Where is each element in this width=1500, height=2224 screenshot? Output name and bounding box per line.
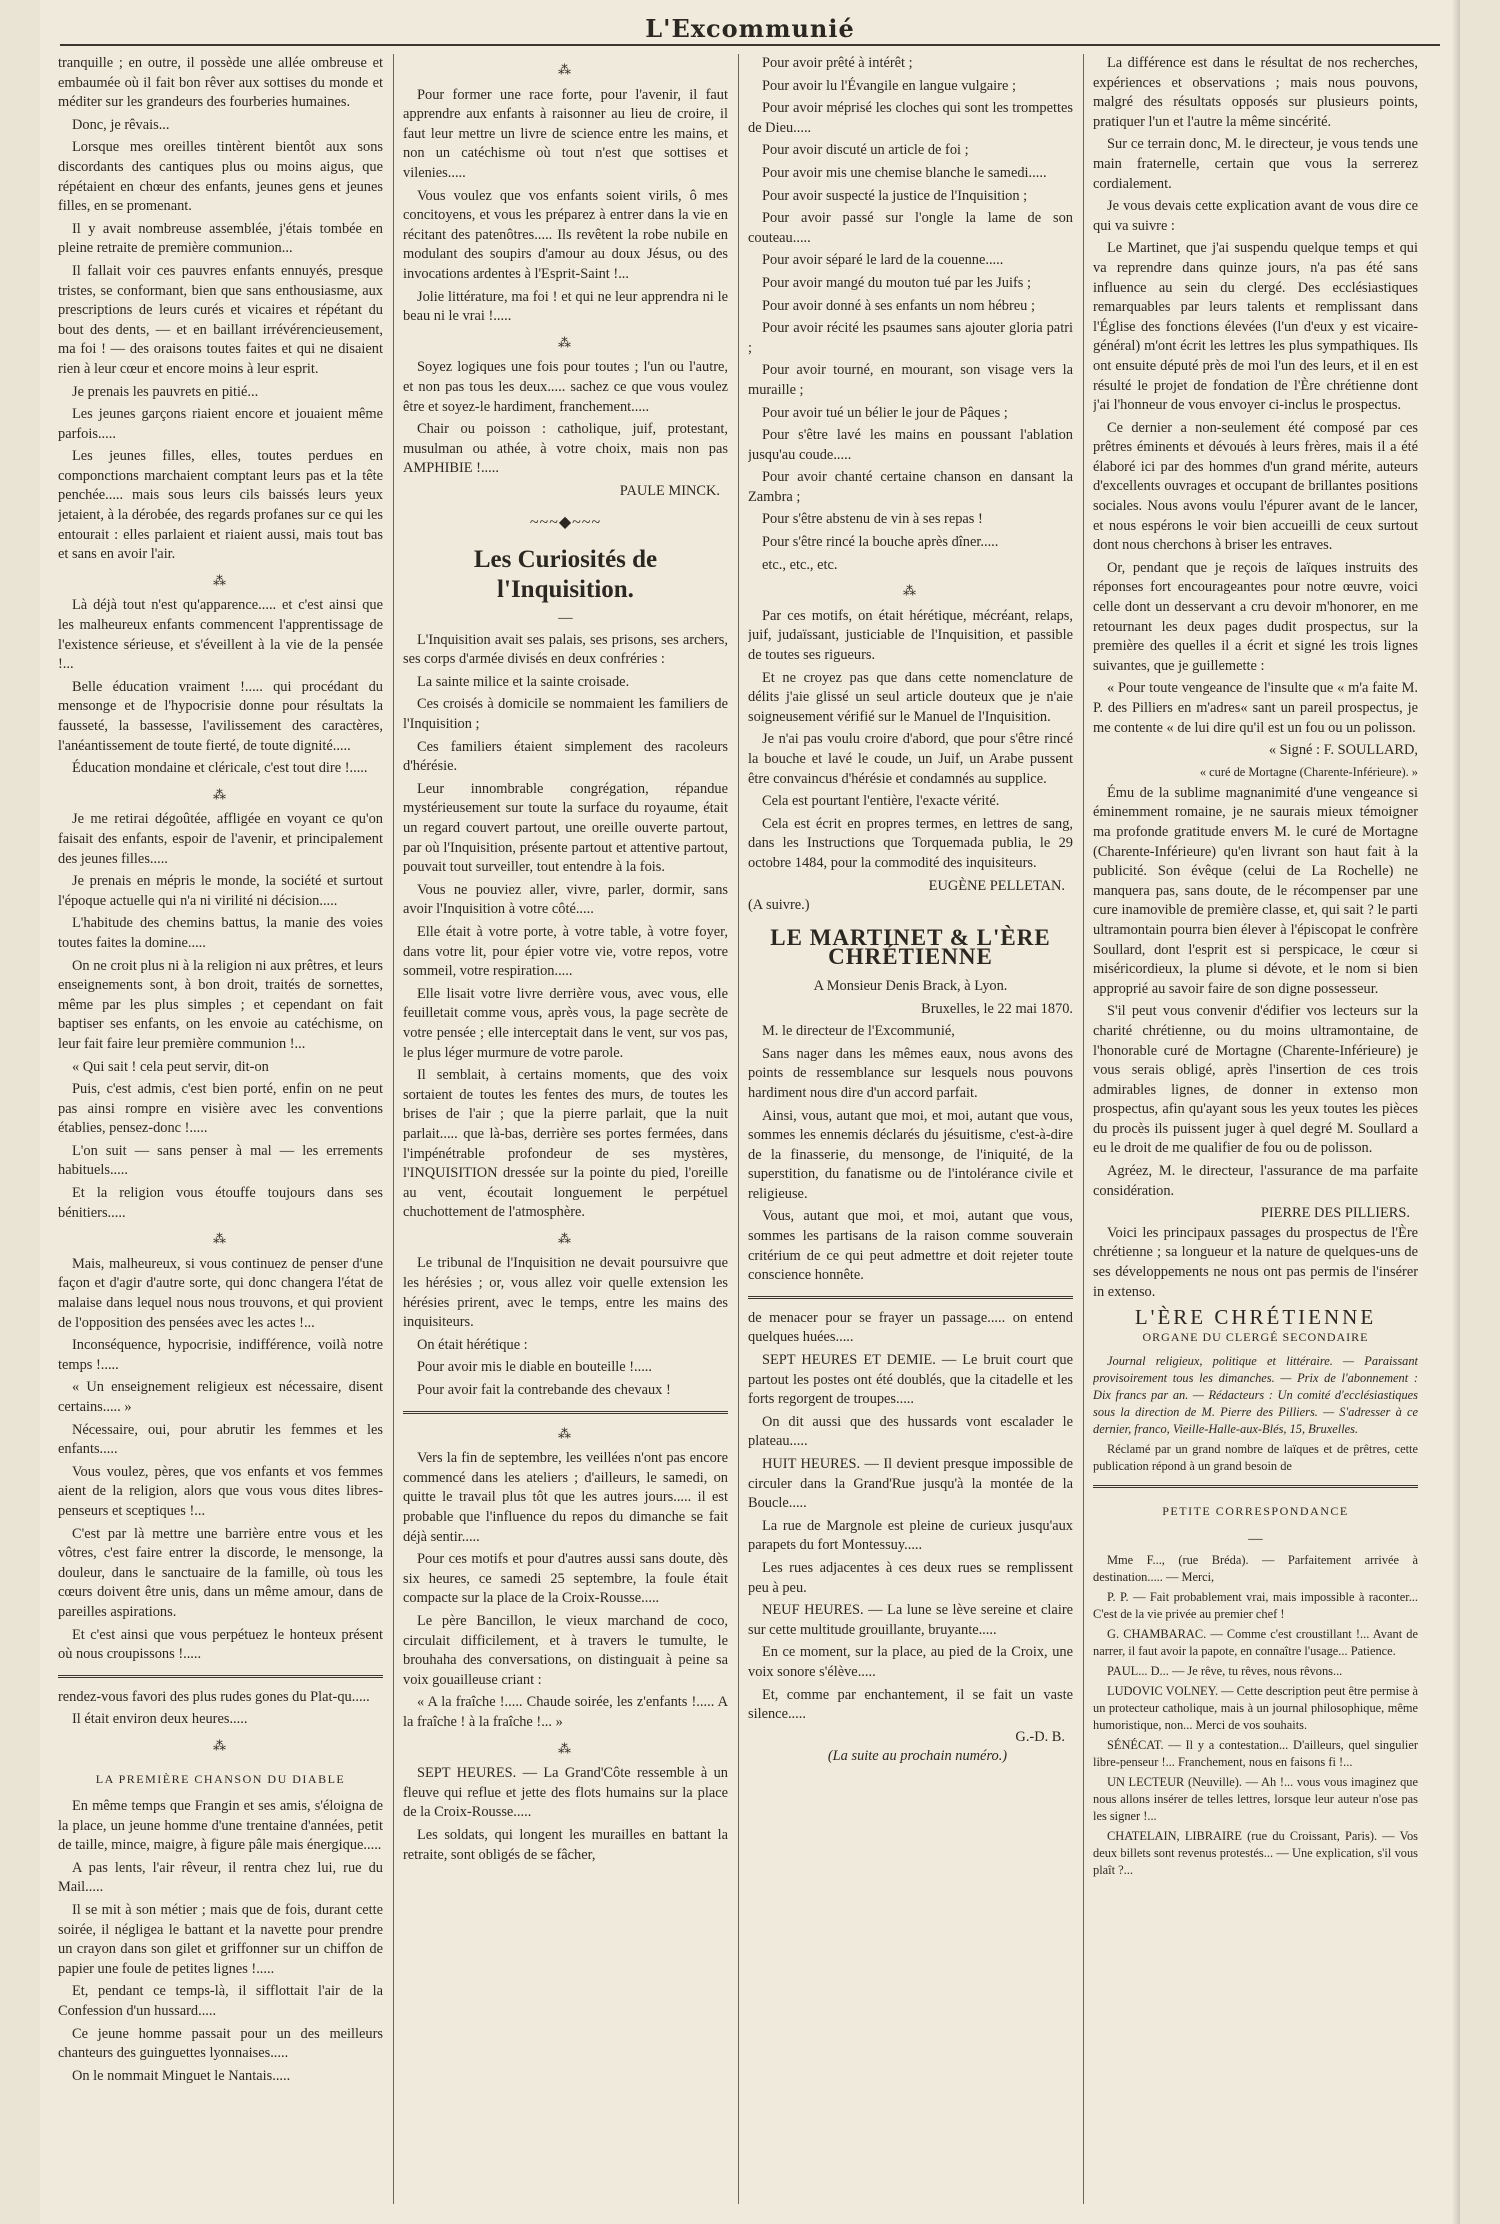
paragraph: Puis, c'est admis, c'est bien porté, enfin on ne peut pas ainsi rompre en visière avec les conventions établies, pensez-donc !..... [58,1081,383,1137]
paragraph: « Un enseignement religieux est nécessaire, disent certains..... » [58,1379,383,1415]
signature: PAULE MINCK. [619,482,720,499]
paragraph: Lorsque mes oreilles tintèrent bientôt aux sons discordants des cantiques plus ou moins aigus, que répétaient en chœur des enfants, jeunes gens et jeunes filles, en se promenant. [58,139,383,215]
section-title: LA PREMIÈRE CHANSON DU DIABLE [95,1771,346,1786]
paragraph: tranquille ; en outre, il possède une allée ombreuse et embaumée où il fait bon rêver aux sottises du monde et méditer sur les grandeurs des fourberies humaines. [58,55,383,111]
correspondence-item: G. CHAMBARAC. — Comme c'est croustillant !... Avant de narrer, il faut avoir la papote, en connaître l'usage... Patience. [1093,1626,1418,1658]
paragraph: « A la fraîche !..... Chaude soirée, les z'enfants !..... A la fraîche ! à la fraîche !... » [403,1694,728,1730]
correspondence-item: PAUL... D... — Je rêve, tu rêves, nous rêvons... [1107,1663,1343,1678]
column-1 [58,54,383,2214]
signature: G.-D. B. [1015,1728,1065,1745]
quote-signature: « Signé : F. SOULLARD, [1268,742,1418,759]
asterism: ⁂ [213,786,228,802]
column-divider [738,54,739,2204]
paragraph: Pour avoir mangé du mouton tué par les Juifs ; [762,274,1031,291]
paragraph: En ce moment, sur la place, au pied de la Croix, une voix sonore s'élève..... [748,1644,1073,1680]
paragraph: Pour s'être lavé les mains en poussant l'ablation jusqu'au coude..... [748,427,1073,463]
correspondence-item: P. P. — Fait probablement vrai, mais impossible à raconter... C'est de la vie privée au premier chef ! [1093,1589,1418,1621]
paragraph: Pour former une race forte, pour l'avenir, il faut apprendre aux enfants à raisonner au lieu de croire, il faut leur mettre un livre de science entre les mains, et non un catéchisme où tout n'est que sottises et vilenies..... [403,86,728,181]
paragraph: Il se mit à son métier ; mais que de fois, durant cette soirée, il négligea le battant et la navette pour prendre un crayon dans son gilet et griffonner sur un chiffon de papier une foule de petites lignes !..... [58,1902,383,1977]
paragraph: Pour avoir méprisé les cloches qui sont les trompettes de Dieu..... [748,100,1073,136]
correspondence-item: SÉNÉCAT. — Il y a contestation... D'ailleurs, quel singulier libre-penseur !... Franchement, nous en faisons fi !... [1093,1737,1418,1769]
asterism: ⁂ [213,1231,228,1247]
paragraph: Et, comme par enchantement, il se fait un vaste silence..... [748,1686,1073,1723]
paragraph: Je n'ai pas voulu croire d'abord, que pour s'être rincé la bouche et lavé le coude, un Juif, un Arabe pussent être convaincus d'hérésie et condamnés au supplice. [748,731,1073,787]
paragraph: Pour s'être abstenu de vin à ses repas ! [762,511,983,528]
paragraph: Le Martinet, que j'ai suspendu quelque temps et qui va reprendre dans quinze jours, n'a pas été sans influence au sein du clergé. Des ecclésiastiques remarquables par leurs talents et remplissant dans l'Église des fonctions élevées (l'un d'eux y est vicaire-général) m'ont écrit les lettres les plus sympathiques. Ils ont ensuite député près de moi l'un des leurs, et il en est résulté le projet de fondation de l'Ère chrétienne dont j'ai l'honneur de vous envoyer ci-inclus le prospectus. [1093,240,1418,414]
paragraph: Pour avoir séparé le lard de la couenne..... [762,252,1004,269]
paragraph: Ce dernier a non-seulement été composé par ces prêtres éminents et dévoués à leurs frères, mais il a été élaboré ici par des hommes d'un grand mérite, auteurs d'excellents ouvrages et occupant de brillantes positions sociales. Nous avons voulu l'épurer avant de le lancer, et nous espérons le voir bien accueilli de ceux surtout dont nous cherchons à briser les entraves. [1093,419,1418,554]
paragraph: rendez-vous favori des plus rudes gones du Plat-qu..... [58,1688,370,1705]
column-3 [748,54,1073,2214]
paragraph: Pour avoir discuté un article de foi ; [762,142,969,159]
paragraph: Elle était à votre porte, à votre table, à votre foyer, dans votre lit, pour épier votre vie, votre repos, votre sommeil, votre respiration..... [403,923,728,980]
correspondence-item: LUDOVIC VOLNEY. — Cette description peut être permise à un protecteur catholique, mais à un journal philosophique, même humoristique, non... Merci de vos souhaits. [1093,1683,1418,1732]
letter-address: A Monsieur Denis Brack, à Lyon. [813,977,1008,994]
paragraph: On ne croit plus ni à la religion ni aux prêtres, et leurs enseignements sont, à bon droit, traités de sornettes, même par les plus simples ; et cependant on fait baptiser ses enfants, on les envoie au catéchisme, on leur fait faire leur première communion !... [58,957,383,1052]
feuilleton-separator [1093,1485,1418,1488]
paragraph: Sur ce terrain donc, M. le directeur, je vous tends une main fraternelle, certain que vous la serrerez cordialement. [1093,136,1418,192]
paragraph: Pour avoir mis une chemise blanche le samedi..... [762,164,1047,181]
quote: « Pour toute vengeance de l'insulte que « m'a faite M. P. des Pilliers en m'adres« sant un pareil prospectus, je me contente « de lui dire qu'il est un fou ou un polisson. [1093,680,1418,736]
column-divider [1083,54,1084,2204]
paragraph: Éducation mondaine et cléricale, c'est tout dire !..... [72,760,368,777]
column-4: La différence est dans le résultat de nos recherches, expériences et observations ; mais nous pouvons, malgré des résultats opposés sur plusieurs points, pratiquer l'un et l'autre la même sincérité. Sur ce terrain donc, M. le directeur, je vous tends une main fraternelle, certain que vous la serrerez cordialement. Je vous devais cette explication avant de vous dire ce qui va suivre : Le Martinet, que j'ai suspendu quelque temps et qui va reprendre dans quinze jours, n'a pas été sans influence au sein du clergé. Des ecclésiastiques remarquables par leurs talents et remplissant dans l'Église des fonctions élevées (l'un d'eux y est vicaire-général) m'ont écrit les lettres les plus sympathiques. Ils ont ensuite député près de moi l'un des leurs, et il en est résulté le projet de fondation de l'Ère chrétienne dont j'ai l'honneur de vous envoyer ci-inclus le prospectus. Ce dernier a non-seulement été composé par ces prêtres éminents et dévoués à leurs frères, mais il a été élaboré ici par des hommes d'un grand mérite, auteurs d'excellents ouvrages et occupant de brillantes positions sociales. Nous avons voulu l'épurer avant de le lancer, et nous espérons le voir bien accueilli de ceux surtout dont nous cherchons à briser les entraves. Or, pendant que je reçois de laïques instruits des réponses fort encourageantes pour notre œuvre, voici celle dont un desservant a cru devoir m'honorer, en me retournant les deux pages dudit prospectus, sur la première des quelles il a écrit et signé les trois lignes suivantes, que je guillemette : « Pour toute vengeance de l'insulte que « m'a faite M. P. des Pilliers en m'adres« sant un pareil prospectus, je me contente « de lui dire qu'il est un fou ou un polisson. « Signé : F. SOULLARD, « curé de Mortagne (Charente-Inférieure). » Ému de la sublime magnanimité d'une vengeance si éminemment romaine, je ne saurais mieux témoigner ma profonde gratitude envers M. le curé de Mortagne (Charente-Inférieure) qu'en livrant son haut fait à la publicité. Son évêque (celui de La Rochelle) ne manquera pas, sans doute, de le récompenser par une cure inamovible de première classe, et, qui sait ? le parti ultramontain pourra bien élever à l'épiscopat le confrère Soullard, dont l'esprit est si perspicace, le cœur si miséricordieux, la plume si dévote, et le nom si bien approprié au savoir faire de son digne possesseur. S'il peut vous convenir d'édifier vos lecteurs sur la charité chrétienne, ou du moins ultramontaine, de l'honorable curé de Mortagne (Charente-Inférieure) je vous serais obligé, après l'insertion de ces trois admirables lignes, de donner in extenso mon prospectus, afin qu'ayant sous les yeux toutes les pièces du procès ils puissent juger à quel degré M. Soullard a eu le droit de me qualifier de fou ou de polisson. Agréez, M. le directeur, l'assurance de ma parfaite considération. PIERRE DES PILLIERS. Voici les principaux passages du prospectus de l'Ère chrétienne ; sa longueur et la nature de quelques-uns de ses développements ne nous ont pas permis de l'insérer in extenso. L'ÈRE CHRÉTIENNE ORGANE DU CLERGÉ SECONDAIRE Journal religieux, politique et littéraire. — Paraissant provisoirement tous les dimanches. — Prix de l'abonnement : Dix francs par an. — Rédacteurs : Un comité d'ecclésiastiques sous la direction de M. Pierre des Pilliers. — S'adresser à ce dernier, franco, Vieille-Halle-aux-Blés, 15, Bruxelles. Réclamé par un grand nombre de laïques et de prêtres, cette publication répond à un grand besoin de PETITE CORRESPONDANCE — Mme F..., (rue Bréda). — Parfaitement arrivée à destination..... — Merci, P. P. — Fait probablement vrai, mais impossible à raconter... C'est de la vie privée au premier chef ! G. CHAMBARAC. — Comme c'est croustillant !... Avant de narrer, il faut avoir la papote, en connaître l'usage... Patience. PAUL... D... — Je rêve, tu rêves, nous rêvons... LUDOVIC VOLNEY. — Cette description peut être permise à un protecteur catholique, mais à un journal philosophique, même humoristique, non... Merci de vos souhaits. SÉNÉCAT. — Il y a contestation... D'ailleurs, quel singulier libre-penseur !... Franchement, nous en faisons fi !... UN LECTEUR (Neuville). — Ah !... vous vous imaginez que nous allons insérer de telles lettres, lorsque leur auteur n'ose pas les signer !... CHATELAIN, LIBRAIRE (rue du Croissant, Paris). — Vos deux billets sont revenus protestés... — Une explication, s'il vous plaît ?... [1093,55,1418,1877]
paragraph: Il était environ deux heures..... [72,1711,248,1728]
column-2: ⁂ Pour former une race forte, pour l'avenir, il faut apprendre aux enfants à raisonner au lieu de croire, il faut leur mettre un livre de science entre les mains, et non un catéchisme où tout n'est que sottises et vilenies..... Vous voulez que vos enfants soient virils, ô mes concitoyens, et vous les préparez à entrer dans la vie en récitant des patenôtres..... Ils revêtent la robe nubile en modulant des soupirs d'amour au doux Jésus, ou des invocations ardentes à l'Esprit-Saint !... Jolie littérature, ma foi ! et qui ne leur apprendra ni le beau ni le vrai !..... ⁂ Soyez logiques une fois pour toutes ; l'un ou l'autre, et non pas tous les deux..... sachez ce que vous voulez être et soyez-le hardiment, franchement..... Chair ou poisson : catholique, juif, protestant, musulman ou athée, à votre choix, mais non pas AMPHIBIE !..... PAULE MINCK. ~~~◆~~~ Les Curiosités de l'Inquisition. — L'Inquisition avait ses palais, ses prisons, ses archers, ses corps d'armée divisés en deux confréries : La sainte milice et la sainte croisade. Ces croisés à domicile se nommaient les familiers de l'Inquisition ; Ces familiers étaient simplement des racoleurs d'hérésie. Leur innombrable congrégation, répandue mystérieusement sur toute la surface du royaume, était un regard couvert partout, une oreille ouverte partout, par où l'Inquisition, présente partout et attentive partout, pouvait tout surveiller, tout entendre à la fois. Vous ne pouviez aller, vivre, parler, dormir, sans avoir l'Inquisition à votre côté..... Elle était à votre porte, à votre table, à votre foyer, dans votre lit, pour épier votre vie, votre repos, votre sommeil, votre respiration..... Elle lisait votre livre derrière vous, avec vous, elle feuilletait comme vous, après vous, la page secrète de votre pensée ; elle interceptait dans le vent, sur vos pas, le plus léger murmure de votre parole. Il semblait, à certains moments, que des voix sortaient de toutes les fentes des murs, de toutes les brises de l'air ; que la pierre parlait, que la nuit parlait..... que là-bas, derrière ses portes fermées, dans l'impénétrable profondeur de ses mystères, l'INQUISITION dressée sur la pointe du pied, l'oreille au vent, écoutait longuement le perpétuel chuchottement de l'atmosphère. ⁂ Le tribunal de l'Inquisition ne devait poursuivre que les hérésies ; or, vous allez voir quelle extension les hérésies prirent, avec le temps, entre les mains des inquisiteurs. On était hérétique : Pour avoir mis le diable en bouteille !..... Pour avoir fait la contrebande des chevaux ! ⁂ Vers la fin de septembre, les veillées n'ont pas encore commencé dans les ateliers ; d'ailleurs, le samedi, on quitte le travail plus tôt que les autres jours..... il est probable que l'influence du repos du dimanche se fait déjà sentir..... Pour ces motifs et pour d'autres aussi sans doute, dès six heures, ce samedi 25 septembre, la foule était compacte sur la place de la Croix-Rousse..... Le père Bancillon, le vieux marchand de coco, circulait difficilement, et à travers le tumulte, le brouhaha des conversations, on distinguait à peine sa voix gouailleuse criant : « A la fraîche !..... Chaude soirée, les z'enfants !..... A la fraîche ! à la fraîche !... » ⁂ SEPT HEURES. — La Grand'Côte ressemble à un fleuve qui reflue et jette des flots humains sur la place de la Croix-Rousse..... Les soldats, qui longent les murailles en battant la retraite, sont obligés de se fâcher, [403,54,728,2214]
paragraph: C'est par là mettre une barrière entre vous et les vôtres, c'est faire entrer la discorde, le mensonge, la douleur, dans le sanctuaire de la famille, où tous les cœurs doivent être unis, dans un même amour, dans de pareilles aspirations. [58,1525,383,1620]
paragraph: Ces familiers étaient simplement des racoleurs d'hérésie. [403,738,728,775]
paragraph: Pour avoir tué un bélier le jour de Pâques ; [762,404,1008,421]
paragraph: Ces croisés à domicile se nommaient les familiers de l'Inquisition ; [403,696,728,733]
ornament-divider: ~~~◆~~~ [529,514,602,532]
paragraph: Je vous devais cette explication avant de vous dire ce qui va suivre : [1093,198,1418,234]
signature: EUGÈNE PELLETAN. [928,877,1065,894]
paragraph: Les rues adjacentes à ces deux rues se remplissent peu à peu. [748,1559,1073,1596]
paragraph: Pour avoir donné à ses enfants un nom hébreu ; [762,297,1035,314]
paragraph: Chair ou poisson : catholique, juif, protestant, musulman ou athée, à votre choix, mais non pas AMPHIBIE !..... [403,421,728,477]
paragraph: On dit aussi que des hussards vont escalader le plateau..... [748,1413,1073,1450]
paragraph: L'Inquisition avait ses palais, ses prisons, ses archers, ses corps d'armée divisés en deux confréries : [403,631,728,668]
paragraph: Pour avoir mis le diable en bouteille !..... [417,1359,652,1376]
paragraph: Agréez, M. le directeur, l'assurance de ma parfaite considération. [1093,1163,1418,1199]
paragraph: On le nommait Minguet le Nantais..... [72,2067,291,2084]
correspondence-item: CHATELAIN, LIBRAIRE (rue du Croissant, Paris). — Vos deux billets sont revenus protestés... — Une explication, s'il vous plaît ?... [1093,1828,1418,1877]
paragraph: Réclamé par un grand nombre de laïques et de prêtres, cette publication répond à un grand besoin de [1093,1442,1418,1474]
paragraph: M. le directeur de l'Excommunié, [762,1023,955,1040]
paragraph: L'habitude des chemins battus, la manie des voies toutes faites la domine..... [58,915,383,951]
newspaper-page [40,0,1460,2224]
feuilleton-separator [403,1411,728,1414]
masthead: L'Excommunié [645,14,855,43]
paragraph: Et la religion vous étouffe toujours dans ses bénitiers..... [58,1185,383,1221]
asterism: ⁂ [903,583,918,599]
article-title: LE MARTINET & L'ÈRE CHRÉTIENNE [770,924,1051,970]
paragraph: Nécessaire, oui, pour abrutir les femmes et les enfants..... [58,1421,383,1458]
article-title: L'ÈRE CHRÉTIENNE [1134,1305,1377,1330]
paragraph: Par ces motifs, on était hérétique, mécréant, relaps, juif, judaïssant, justiciable de l'Inquisition, et passible de toutes ses rigueurs. [748,607,1073,664]
paragraph: La rue de Margnole est pleine de curieux jusqu'aux parapets du fort Montessuy..... [748,1517,1073,1554]
paragraph: Il semblait, à certains moments, que des voix sortaient de toutes les fentes des murs, de toutes les brises de l'air ; que la pierre parlait, que la nuit parlait..... que là-bas, derrière ses portes fermées, dans l'impénétrable profondeur de ses mystères, l'INQUISITION dressée sur la pointe du pied, l'oreille au vent, écoutait longuement le perpétuel chuchottement de l'atmosphère. [403,1067,728,1221]
paragraph: Mais, malheureux, si vous continuez de penser d'une façon et d'agir d'autre sorte, qui donc changera l'état de malaise dans lequel nous nous trouvons, et qui provient de l'opposition des pensées avec les actes !... [58,1255,383,1331]
paragraph: Pour avoir prêté à intérêt ; [762,55,913,71]
paragraph: Pour s'être rincé la bouche après dîner..... [762,534,999,551]
paragraph: Vous, autant que moi, et moi, autant que vous, sommes les partisans de la raison comme souverain critérium de ce qui peut admettre et doit rejeter toute conscience honnête. [748,1208,1073,1284]
paragraph: Je me retirai dégoûtée, affligée en voyant ce qu'on faisait des enfants, espoir de l'avenir, et principalement des jeunes filles..... [58,811,383,867]
paragraph: Les jeunes filles, elles, toutes perdues en componctions marchaient comptant leurs pas et la tête penchée..... mais sous leurs cils baissés leurs yeux jetaient, à la dérobée, des regards profanes sur ce qui les entourait : elles parlaient et riaient aussi, mais tout bas et sans en avoir l'air. [58,448,383,563]
paragraph: Belle éducation vraiment !..... qui procédant du mensonge et de l'hypocrisie donne pour résultats la fausseté, la bassesse, l'avilissement des caractères, l'anéantissement de toute fierté, de toute dignité..... [58,678,383,754]
article-title: Les Curiosités de l'Inquisition. [473,546,658,604]
paragraph: Le tribunal de l'Inquisition ne devait poursuivre que les hérésies ; or, vous allez voir quelle extension les hérésies prirent, avec le temps, entre les mains des inquisiteurs. [403,1255,728,1331]
paragraph: Ce jeune homme passait pour un des meilleurs chanteurs des guinguettes lyonnaises..... [58,2025,383,2062]
paragraph: Pour avoir lu l'Évangile en langue vulgaire ; [762,77,1016,94]
paragraph: Et c'est ainsi que vous perpétuez le honteux présent où nous croupissons !..... [58,1626,383,1663]
paragraph: NEUF HEURES. — La lune se lève sereine et claire sur cette multitude grouillante, bruyante..... [748,1602,1073,1638]
paragraph: etc., etc., etc. [762,556,838,573]
paragraph: Soyez logiques une fois pour toutes ; l'un ou l'autre, et non pas tous les deux..... sachez ce que vous voulez être et soyez-le hardiment, franchement..... [403,359,728,415]
signature: PIERRE DES PILLIERS. [1260,1205,1410,1222]
asterism: ⁂ [558,62,573,77]
paragraph: En même temps que Frangin et ses amis, s'éloigna de la place, un jeune homme d'une trentaine d'années, petit de taille, mince, maigre, à figure pâle mais énergique..... [58,1798,383,1854]
paragraph: Pour avoir passé sur l'ongle la lame de son couteau..... [748,210,1073,246]
correspondence-item: Mme F..., (rue Bréda). — Parfaitement arrivée à destination..... — Merci, [1093,1552,1418,1584]
section-title: PETITE CORRESPONDANCE [1162,1504,1349,1519]
paragraph: Pour avoir récité les psaumes sans ajouter gloria patri ; [748,320,1073,356]
paragraph: On était hérétique : [417,1336,528,1353]
paragraph: Cela est pourtant l'entière, l'exacte vérité. [762,793,1000,810]
paragraph: Cela est écrit en propres termes, en lettres de sang, dans les Instructions que Torquemada publia, le 29 octobre 1484, pour la commodité des inquisiteurs. [748,815,1073,871]
paragraph: Or, pendant que je reçois de laïques instruits des réponses fort encourageantes pour notre œuvre, voici celle dont un desservant a cru devoir m'honorer, en me retournant les deux pages dudit prospectus, sur la première des quelles il a écrit et signé les trois lignes suivantes, que je guillemette : [1093,559,1418,674]
paragraph: Pour avoir tourné, en mourant, son visage vers la muraille ; [748,362,1073,398]
article-subtitle: ORGANE DU CLERGÉ SECONDAIRE [1142,1329,1369,1344]
paragraph: Je prenais les pauvrets en pitié... [72,383,259,400]
asterism: ⁂ [213,572,228,588]
paragraph: S'il peut vous convenir d'édifier vos lecteurs sur la charité chrétienne, ou du moins ultramontaine, de l'honorable curé de Mortagne (Charente-Inférieure) je vous serais obligé, après l'insertion de ces trois admirables lignes, de donner in extenso mon prospectus, afin qu'ayant sous les yeux toutes les pièces du procès ils puissent juger à quel degré M. Soullard a eu le droit de me qualifier de fou ou de polisson. [1093,1003,1418,1157]
paragraph: Là déjà tout n'est qu'apparence..... et c'est ainsi que les malheureux enfants commencent l'apprentissage de l'existence sérieuse, et s'éveillent à la vie de la pensée !... [58,597,383,673]
paragraph: Vous ne pouviez aller, vivre, parler, dormir, sans avoir l'Inquisition à votre côté..... [403,881,728,918]
paragraph: Ainsi, vous, autant que moi, et moi, autant que vous, sommes les ennemis déclarés du jésuitisme, c'est-à-dire de la finasserie, du mensonge, de l'iniquité, de la superstition, du fanatisme ou de l'intolérance civile et religieuse. [748,1107,1073,1202]
paragraph: Le père Bancillon, le vieux marchand de coco, circulait difficilement, et à travers le tumulte, le brouhaha des conversations, on distinguait à peine sa voix gouailleuse criant : [403,1612,728,1688]
paragraph: Journal religieux, politique et littéraire. — Paraissant provisoirement tous les dimanches. — Prix de l'abonnement : Dix francs par an. — Rédacteurs : Un comité d'ecclésiastiques sous la direction de M. Pierre des Pilliers. — S'adresser à ce dernier, franco, Vieille-Halle-aux-Blés, 15, Bruxelles. [1093,1354,1418,1437]
paragraph: SEPT HEURES ET DEMIE. — Le bruit court que partout les postes ont été doublés, que la citadelle et les forts regorgent de troupes..... [748,1352,1073,1408]
paragraph: Les jeunes garçons riaient encore et jouaient même parfois..... [58,406,383,442]
paragraph: Sans nager dans les mêmes eaux, nous avons des points de ressemblance sur lesquels nous pouvons hardiment nous dire d'un accord parfait. [748,1045,1073,1101]
paragraph: Pour avoir chanté certaine chanson en dansant la Zambra ; [748,469,1073,505]
paragraph: de menacer pour se frayer un passage..... on entend quelques huées..... [748,1309,1073,1346]
asterism: ⁂ [558,334,573,350]
to-be-continued: (A suivre.) [748,897,810,914]
paragraph: A pas lents, l'air rêveur, il rentra chez lui, rue du Mail..... [58,1859,383,1896]
asterism: ⁂ [558,1230,573,1246]
paragraph: « Qui sait ! cela peut servir, dit-on [72,1058,269,1075]
asterism: ⁂ [558,1740,573,1756]
paragraph: Donc, je rêvais... [72,116,170,133]
paragraph: Inconséquence, hypocrisie, indifférence, voilà notre temps !..... [58,1337,383,1373]
paragraph: L'on suit — sans penser à mal — les errements habituels..... [58,1142,383,1179]
paragraph: Pour avoir fait la contrebande des chevaux ! [417,1382,671,1399]
paragraph: Vous voulez que vos enfants soient virils, ô mes concitoyens, et vous les préparez à entrer dans la vie en récitant des patenôtres..... Ils revêtent la robe nubile en modulant des soupirs d'amour au doux Jésus, ou des invocations ardentes à l'Esprit-Saint !... [403,187,728,282]
paragraph: SEPT HEURES. — La Grand'Côte ressemble à un fleuve qui reflue et jette des flots humains sur la place de la Croix-Rousse..... [403,1765,728,1821]
paragraph: Jolie littérature, ma foi ! et qui ne leur apprendra ni le beau ni le vrai !..... [403,288,728,325]
feuilleton-separator [748,1296,1073,1299]
letter-date: Bruxelles, le 22 mai 1870. [921,1000,1073,1017]
correspondence-item: UN LECTEUR (Neuville). — Ah !... vous vous imaginez que nous allons insérer de telles lettres, lorsque leur auteur n'ose pas les signer !... [1093,1774,1418,1823]
paragraph: Vers la fin de septembre, les veillées n'ont pas encore commencé dans les ateliers ; d'ailleurs, le samedi, on quitte le travail plus tôt que les autres jours..... il est probable que l'influence du repos du dimanche se fait déjà sentir..... [403,1450,728,1545]
column-divider [393,54,394,2204]
paragraph: HUIT HEURES. — Il devient presque impossible de circuler dans la Grand'Rue jusqu'à la montée de la Boucle..... [748,1456,1073,1512]
asterism: ⁂ [558,1425,573,1441]
paragraph: Elle lisait votre livre derrière vous, avec vous, elle feuilletait comme vous, après vous, la page secrète de votre pensée ; elle interceptait dans le vent, sur vos pas, le plus léger murmure de votre parole. [403,985,728,1061]
paragraph: Il y avait nombreuse assemblée, j'étais tombée en pleine retraite de première communion... [58,220,383,257]
paragraph: Vous voulez, pères, que vos enfants et vos femmes aient de la religion, alors que vous vous dites libres-penseurs et sceptiques !... [58,1463,383,1519]
paragraph: Il fallait voir ces pauvres enfants ennuyés, presque tristes, se conformant, bien que sans enthousiasme, aux prescriptions de leurs curés et vicaires et répétant du bout des dents, — et en baillant irrévérencieusement, ma foi ! — des oraisons toutes faites et qui ne disaient rien à leur cœur et encore moins à leur esprit. [58,262,383,377]
paragraph: Pour avoir suspecté la justice de l'Inquisition ; [762,187,1028,204]
paragraph: Et, pendant ce temps-là, il sifflottait l'air de la Confession d'un hussard..... [58,1983,383,2020]
paragraph: Je prenais en mépris le monde, la société et surtout l'époque actuelle qui n'a ni virilité ni décision..... [58,873,383,909]
quote-signature: « curé de Mortagne (Charente-Inférieure). » [1199,764,1418,779]
to-be-continued: (La suite au prochain numéro.) [827,1748,1008,1765]
paragraph: Les soldats, qui longent les murailles en battant la retraite, sont obligés de se fâcher, [403,1826,728,1863]
paragraph: La différence est dans le résultat de nos recherches, expériences et observations ; mais nous pouvons, malgré des résultats opposés sur plusieurs points, pratiquer l'un et l'autre la même sincérité. [1093,55,1418,130]
paragraph: Leur innombrable congrégation, répandue mystérieusement sur toute la surface du royaume, était un regard couvert partout, une oreille ouverte partout, par où l'Inquisition, présente partout et attentive partout, pouvait tout surveiller, tout entendre à la fois. [403,780,728,876]
feuilleton-separator [58,1675,383,1678]
paragraph: Voici les principaux passages du prospectus de l'Ère chrétienne ; sa longueur et la nature de quelques-uns de ses développements ne nous ont pas permis de l'insérer in extenso. [1093,1224,1418,1300]
header-rule [60,44,1440,46]
paragraph: Ému de la sublime magnanimité d'une vengeance si éminemment romaine, je ne saurais mieux témoigner ma profonde gratitude envers M. le curé de Mortagne (Charente-Inférieure) qu'en livrant son haut fait à la publicité. Son évêque (celui de La Rochelle) ne manquera pas, sans doute, de le récompenser par une cure inamovible de première classe, et, qui sait ? le parti ultramontain pourra bien élever à l'épiscopat le confrère Soullard, dont l'esprit est si perspicace, le cœur si miséricordieux, la plume si dévote, et le nom si bien approprié au savoir faire de son digne possesseur. [1093,784,1418,997]
paragraph: Pour ces motifs et pour d'autres aussi sans doute, dès six heures, ce samedi 25 septembre, la foule était compacte sur la place de la Croix-Rousse..... [403,1551,728,1607]
asterism: ⁂ [213,1737,228,1753]
paragraph: Et ne croyez pas que dans cette nomenclature de délits j'aie glissé un seul article douteux que je n'aie soigneusement vérifié sur le Manuel de l'Inquisition. [748,669,1073,725]
paragraph: La sainte milice et la sainte croisade. [417,673,630,690]
